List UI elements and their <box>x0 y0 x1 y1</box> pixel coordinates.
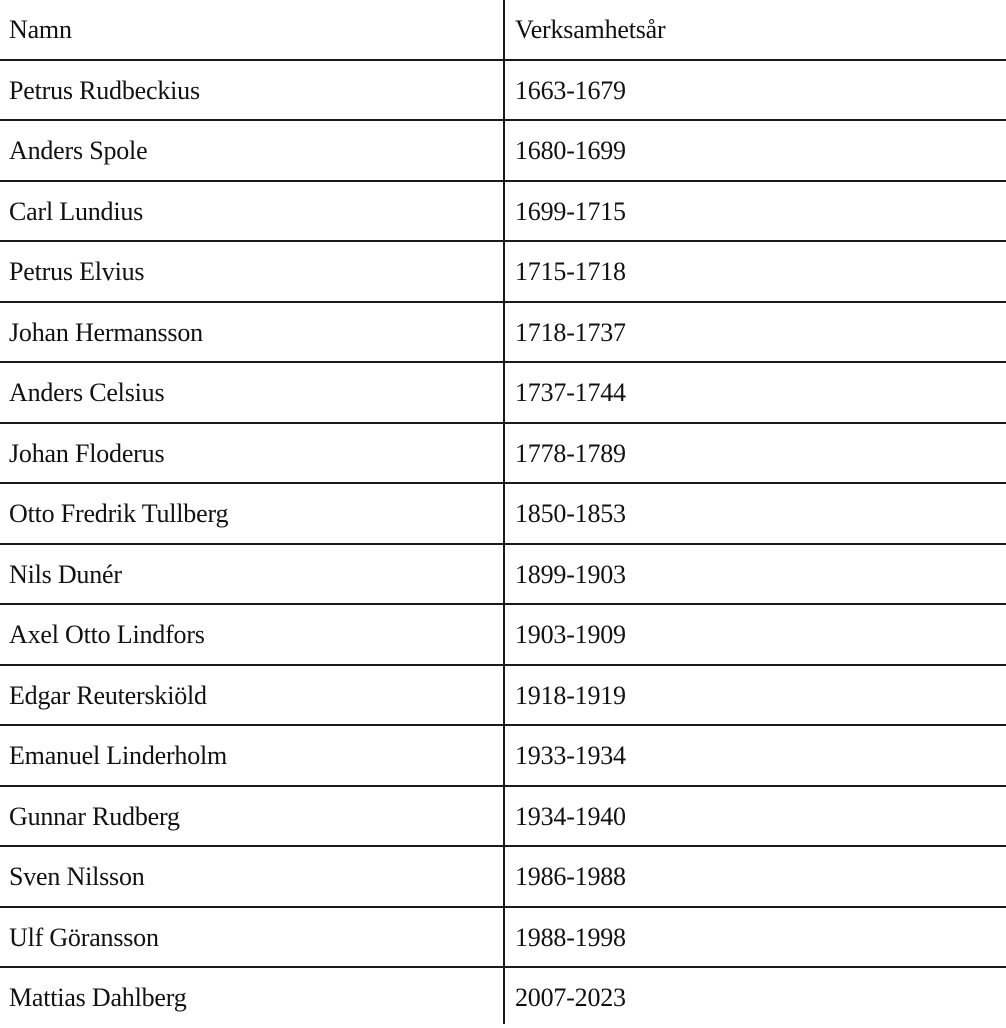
cell-years: 1850-1853 <box>515 499 626 528</box>
cell-name: Petrus Rudbeckius <box>9 76 200 105</box>
cell-name: Emanuel Linderholm <box>9 741 228 770</box>
cell-years: 1933-1934 <box>515 741 626 770</box>
cell-years: 1934-1940 <box>515 802 626 831</box>
cell-name: Petrus Elvius <box>9 257 145 286</box>
cell-years: 1680-1699 <box>515 136 626 165</box>
table-row <box>0 363 1006 423</box>
cell-years: 1986-1988 <box>515 862 626 891</box>
cell-years: 1988-1998 <box>515 923 626 952</box>
table-row <box>0 968 1006 1028</box>
table-row <box>0 545 1006 605</box>
cell-name: Johan Hermansson <box>9 318 203 347</box>
header-years: Verksamhetsår <box>515 15 666 44</box>
cell-years: 1699-1715 <box>515 197 626 226</box>
cell-name: Nils Dunér <box>9 560 122 589</box>
cell-name: Anders Celsius <box>9 378 165 407</box>
cell-name: Anders Spole <box>9 136 148 165</box>
cell-years: 1903-1909 <box>515 620 626 649</box>
cell-years: 1918-1919 <box>515 681 626 710</box>
table-row <box>0 182 1006 242</box>
table-row <box>0 666 1006 726</box>
cell-name: Carl Lundius <box>9 197 144 226</box>
cell-years: 1663-1679 <box>515 76 626 105</box>
table-row <box>0 242 1006 302</box>
cell-years: 1737-1744 <box>515 378 626 407</box>
cell-years: 1778-1789 <box>515 439 626 468</box>
table-row <box>0 908 1006 968</box>
table-row <box>0 61 1006 121</box>
table-row <box>0 484 1006 544</box>
cell-years: 2007-2023 <box>515 983 626 1012</box>
table-row <box>0 787 1006 847</box>
cell-name: Otto Fredrik Tullberg <box>9 499 229 528</box>
header-name: Namn <box>9 15 72 44</box>
table-row <box>0 303 1006 363</box>
cell-name: Mattias Dahlberg <box>9 983 187 1012</box>
table-row <box>0 605 1006 665</box>
table-header-row <box>0 0 1006 60</box>
table-row <box>0 121 1006 181</box>
table-row <box>0 424 1006 484</box>
cell-years: 1715-1718 <box>515 257 626 286</box>
table-row <box>0 847 1006 907</box>
cell-years: 1899-1903 <box>515 560 626 589</box>
cell-name: Axel Otto Lindfors <box>9 620 205 649</box>
cell-name: Sven Nilsson <box>9 862 145 891</box>
cell-name: Johan Floderus <box>9 439 165 468</box>
cell-years: 1718-1737 <box>515 318 626 347</box>
table-row <box>0 726 1006 786</box>
cell-name: Ulf Göransson <box>9 923 159 952</box>
cell-name: Gunnar Rudberg <box>9 802 180 831</box>
cell-name: Edgar Reuterskiöld <box>9 681 207 710</box>
